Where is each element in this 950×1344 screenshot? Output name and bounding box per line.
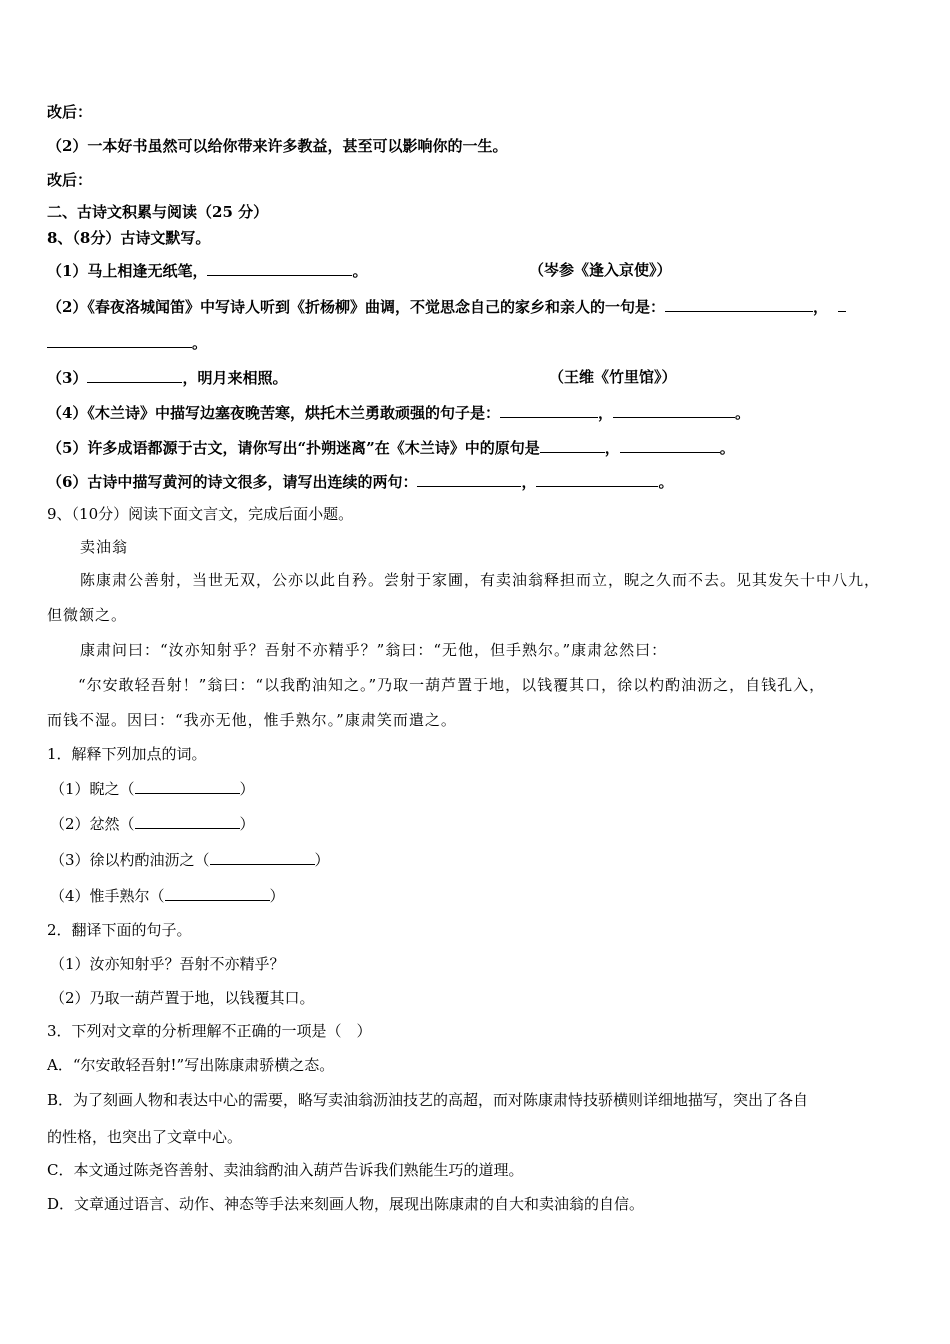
q8-line-1 [47, 260, 910, 281]
sub-q1-item-2-text: （2）忿然（ [50, 815, 135, 833]
sub-q1-item-2 [50, 813, 910, 834]
answer-blank[interactable] [620, 437, 720, 453]
close-paren: ） [239, 780, 255, 798]
q8-l3-mid: ，明月来相照。 [182, 369, 288, 387]
close-paren: ） [239, 815, 255, 833]
q8-l4-text: （4）《木兰诗》中描写边塞夜晚苦寒，烘托木兰勇敢顽强的句子是： [47, 404, 500, 422]
q8-heading: 8、（8分）古诗文默写。 [47, 229, 211, 247]
q8-l4-period: 。 [734, 404, 750, 422]
passage-para-2: 康肃问曰：“汝亦知射乎？吾射不亦精乎？”翁曰：“无他，但手熟尔。”康肃忿然曰： [80, 641, 668, 659]
option-a: A．“尔安敢轻吾射!”写出陈康肃骄横之态。 [47, 1056, 335, 1074]
sub-q2-item-2: （2）乃取一葫芦置于地，以钱覆其口。 [50, 989, 315, 1007]
answer-blank[interactable] [210, 849, 315, 865]
q8-l3-source: （王维《竹里馆》） [549, 368, 677, 386]
q8-line-5 [47, 437, 910, 458]
sub-q1-heading: 1．解释下列加点的词。 [47, 745, 207, 763]
passage-title: 卖油翁 [80, 538, 129, 556]
answer-blank[interactable] [536, 471, 658, 487]
q8-l5-comma: ， [604, 439, 620, 457]
option-c: C．本文通过陈尧咨善射、卖油翁酌油入葫芦告诉我们熟能生巧的道理。 [47, 1161, 524, 1179]
q8-l5-text: （5）许多成语都源于古文，请你写出“扑朔迷离”在《木兰诗》中的原句是 [47, 439, 540, 457]
revise-item-2: （2）一本好书虽然可以给你带来许多教益，甚至可以影响你的一生。 [47, 137, 508, 155]
passage-para-3: “尔安敢轻吾射！”翁曰：“以我酌油知之。”乃取一葫芦置于地，以钱覆其口，徐以杓酌油沥之，自钱孔入， [78, 676, 826, 694]
answer-blank[interactable] [417, 471, 521, 487]
option-b-cont: 的性格，也突出了文章中心。 [47, 1128, 243, 1146]
answer-blank[interactable] [87, 367, 182, 383]
q8-l2-end: 。 [192, 334, 208, 352]
sub-q1-item-4-text: （4）惟手熟尔（ [50, 887, 165, 905]
passage-para-1-cont: 但微颔之。 [47, 606, 128, 624]
sub-q3-heading: 3．下列对文章的分析理解不正确的一项是（ ） [47, 1022, 372, 1040]
q8-l1-period: 。 [352, 262, 368, 280]
close-paren: ） [269, 887, 285, 905]
answer-blank[interactable] [207, 260, 352, 276]
sub-q1-item-3 [50, 849, 910, 870]
q8-line-2-cont [47, 332, 910, 353]
answer-blank[interactable] [613, 402, 735, 418]
sub-q1-item-1 [50, 778, 910, 799]
option-b: B．为了刻画人物和表达中心的需要，略写卖油翁沥油技艺的高超，而对陈康肃恃技骄横则详细地描写，突出了各自 [47, 1091, 809, 1109]
q8-l6-period: 。 [658, 473, 674, 491]
answer-blank[interactable] [540, 437, 605, 453]
passage-para-1: 陈康肃公善射，当世无双，公亦以此自矜。尝射于家圃，有卖油翁释担而立，睨之久而不去。见其发矢十中八九， [80, 571, 881, 589]
answer-blank[interactable] [47, 332, 192, 348]
q8-line-4 [47, 402, 910, 423]
q9-heading: 9、（10分）阅读下面文言文，完成后面小题。 [47, 505, 354, 523]
q8-l1-source: （岑参《逢入京使》） [529, 261, 672, 279]
passage-para-3-cont: 而钱不湿。因曰：“我亦无他，惟手熟尔。”康肃笑而遣之。 [47, 711, 457, 729]
option-d: D．文章通过语言、动作、神态等手法来刻画人物，展现出陈康肃的自大和卖油翁的自信。 [47, 1195, 645, 1213]
answer-blank[interactable] [500, 402, 598, 418]
q8-line-6 [47, 471, 910, 492]
sub-q1-item-3-text: （3）徐以杓酌油沥之（ [50, 851, 210, 869]
q8-l2-comma: ， [812, 298, 828, 316]
close-paren: ） [314, 851, 330, 869]
sub-q2-heading: 2．翻译下面的句子。 [47, 921, 192, 939]
q8-l2-text: （2）《春夜洛城闻笛》中写诗人听到《折杨柳》曲调，不觉思念自己的家乡和亲人的一句是： [47, 298, 665, 316]
answer-blank[interactable] [135, 778, 240, 794]
sub-q1-item-4 [50, 885, 910, 906]
q8-l1-text: （1）马上相逢无纸笔， [47, 262, 208, 280]
q8-l3-text: （3） [47, 369, 88, 387]
q8-l4-comma: ， [597, 404, 613, 422]
sub-q1-item-1-text: （1）睨之（ [50, 780, 135, 798]
q8-l6-text: （6）古诗中描写黄河的诗文很多，请写出连续的两句： [47, 473, 418, 491]
revise-label-1: 改后： [47, 103, 93, 121]
answer-blank[interactable] [165, 885, 270, 901]
revise-label-2: 改后： [47, 171, 93, 189]
q8-l6-comma: ， [521, 473, 537, 491]
answer-blank[interactable] [135, 813, 240, 829]
sub-q2-item-1: （1）汝亦知射乎？吾射不亦精乎？ [50, 955, 285, 973]
answer-blank[interactable] [665, 296, 813, 312]
section-2-title: 二、古诗文积累与阅读（25 分） [47, 203, 269, 221]
q8-l5-period: 。 [719, 439, 735, 457]
q8-line-2 [47, 296, 910, 317]
answer-blank[interactable] [838, 296, 846, 312]
q8-line-3 [47, 367, 910, 388]
